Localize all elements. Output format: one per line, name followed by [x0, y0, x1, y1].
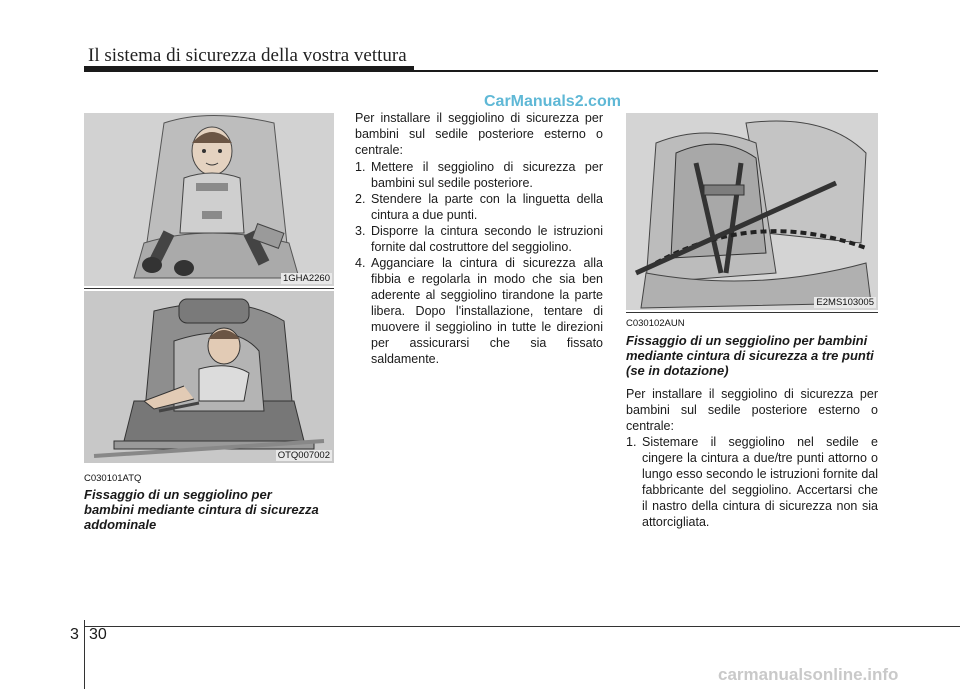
figure-three-point-belt [626, 113, 878, 310]
step-item [626, 434, 878, 530]
section-code-c030102aun: C030102AUN [626, 318, 685, 329]
right-steps-list [626, 434, 878, 530]
step-text: Disporre la cintura secondo le istruzioni fornite dal costruttore del seggiolino. [371, 224, 603, 254]
illustration-child-seat-installed [84, 291, 334, 463]
step-text: Agganciare la cintura di sicurezza alla fibbia e regolarla in modo che sia ben aderente al seggiolino tirandone la parte libera. Dopo l'installazione, tentare di muovere il seggiolino in tutte le direzioni per assicurarsi che sia fissato saldamente. [371, 256, 603, 366]
footer-section-number: 3 [70, 626, 79, 643]
section-heading-lap-belt: Fissaggio di un seggiolino per bambini mediante cintura di sicurezza addominale [84, 487, 319, 532]
step-number: 2. [355, 192, 366, 206]
step-number: 3. [355, 224, 366, 238]
illustration-three-point-belt [626, 113, 878, 310]
step-item [355, 255, 603, 367]
step-item [355, 159, 603, 191]
watermark-bottom[interactable]: carmanualsonline.info [718, 665, 899, 684]
figure-child-seat-installed [84, 291, 334, 463]
right-intro-text: Per installare il seggiolino di sicurezza per bambini sul sedile posteriore esterno o centrale: [626, 387, 878, 433]
middle-steps-list [355, 159, 603, 367]
step-text: Mettere il seggiolino di sicurezza per bambini sul sedile posteriore. [371, 160, 603, 190]
step-text: Sistemare il seggiolino nel sedile e cingere la cintura a due/tre punti attorno o lungo esso secondo le istruzioni fornite dal fabbricante del seggiolino. Accertarsi che il nastro della cintura di sicurezza non sia attorcigliata. [642, 435, 878, 529]
step-item [355, 223, 603, 255]
footer-rule-vertical [84, 620, 85, 689]
step-number: 1. [626, 435, 637, 449]
figure-code-1ghA2260: 1GHA2260 [282, 273, 330, 284]
figure-divider [626, 312, 878, 313]
figure-child-seat-lap-belt [84, 113, 334, 286]
step-item [355, 191, 603, 223]
section-code-c030101atq: C030101ATQ [84, 473, 142, 484]
footer-page-number: 30 [89, 626, 107, 643]
page-header-title: Il sistema di sicurezza della vostra vettura [88, 45, 407, 66]
watermark-top[interactable]: CarManuals2.com [484, 93, 621, 110]
step-text: Stendere la parte con la linguetta della cintura a due punti. [371, 192, 603, 222]
illustration-child-lap-belt [84, 113, 334, 286]
step-number: 4. [355, 256, 366, 270]
middle-intro-text: Per installare il seggiolino di sicurezza per bambini sul sedile posteriore esterno o centrale: [355, 111, 603, 157]
figure-code-e2ms103005: E2MS103005 [816, 297, 874, 308]
figure-code-otq007002: OTQ007002 [277, 450, 330, 461]
figure-divider [84, 288, 334, 289]
header-rule-thin [84, 70, 878, 72]
step-number: 1. [355, 160, 366, 174]
footer-rule-horizontal [84, 626, 960, 627]
section-heading-three-point: Fissaggio di un seggiolino per bambini mediante cintura di sicurezza a tre punti (se in dotazione) [626, 333, 874, 378]
